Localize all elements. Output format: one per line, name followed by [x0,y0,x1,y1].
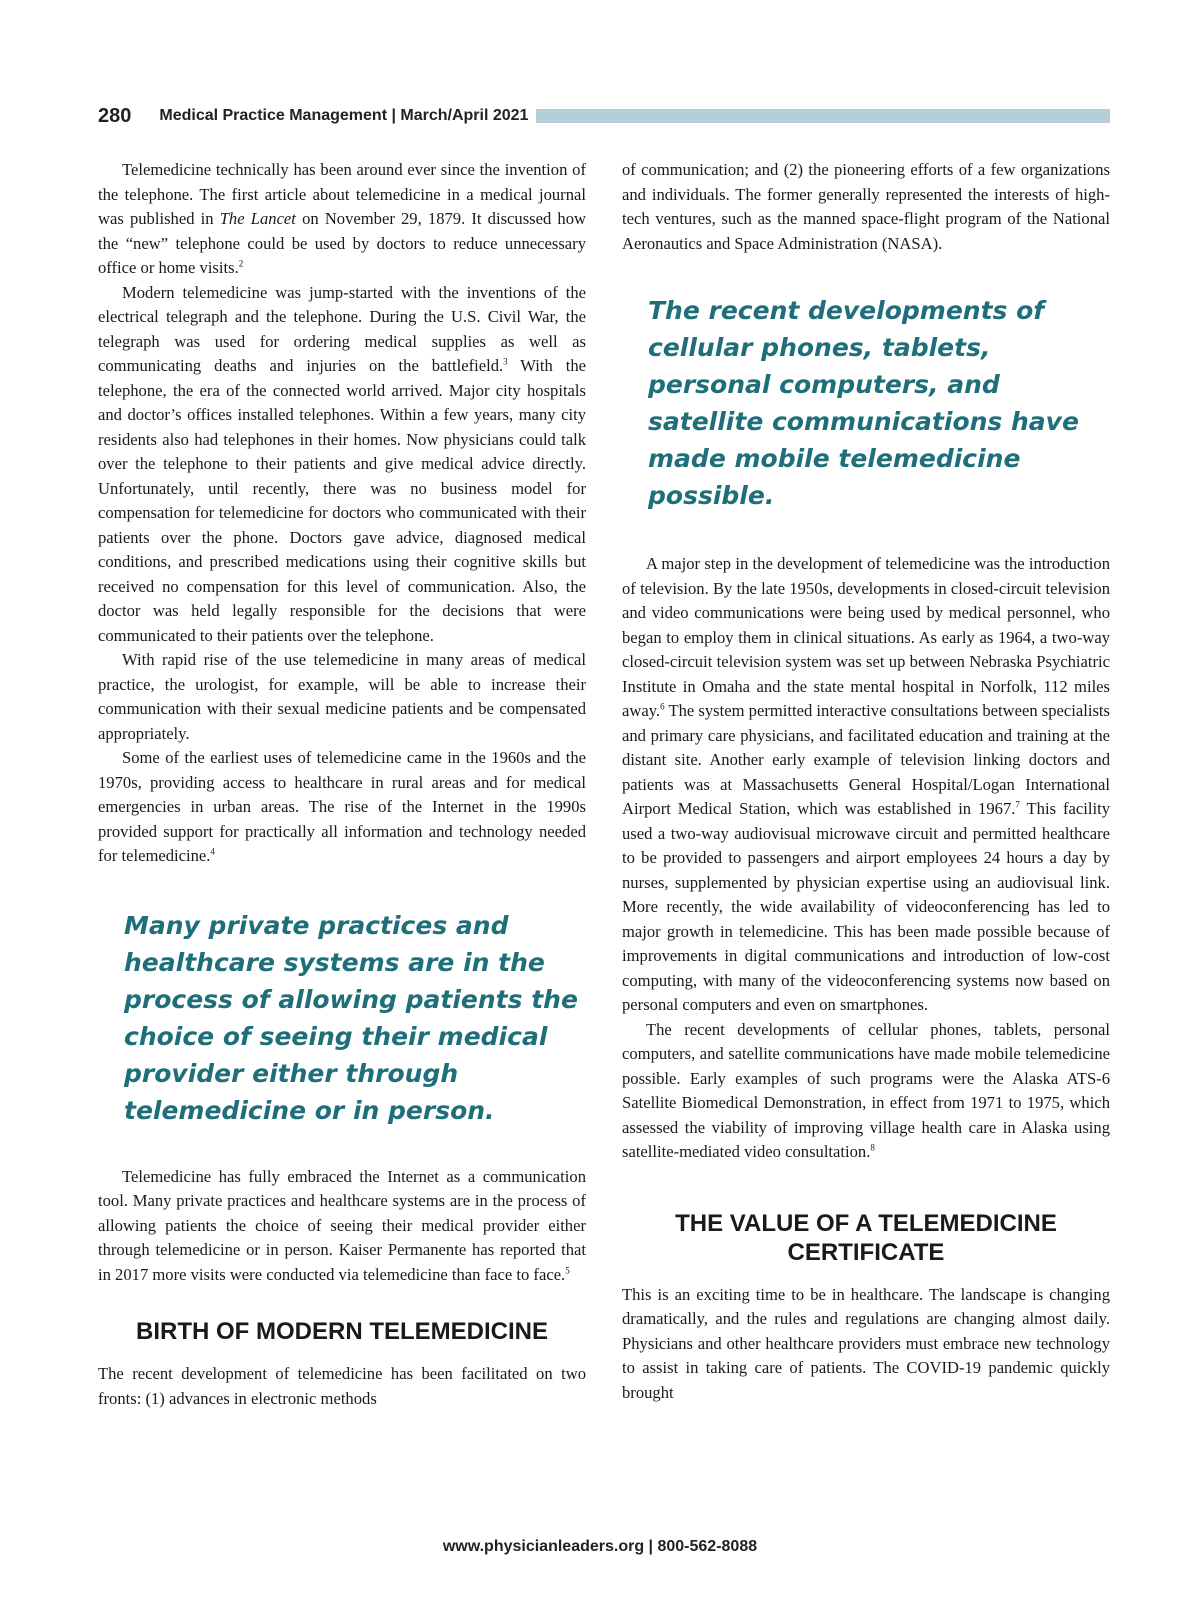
page-header [98,98,1110,134]
header-decorative-bar [536,109,1110,123]
paragraph: Modern telemedicine was jump-started with the inventions of the electrical telegraph and the telephone. During the U.S. Civil War, the telegraph was used for ordering medical supplies as well as communicating deaths and injuries on the battlefield.$^3$ With the telephone, the era of the connected world arrived. Major city hospitals and doctor’s offices installed telephones. Within a few years, many city residents also had telephones in their homes. Now physicians could talk over the telephone to their patients and give medical advice directly. Unfortunately, until recently, there was no business model for compensation for telemedicine for doctors who communicated with their patients over the phone. Doctors gave advice, diagnosed medical conditions, and prescribed medications using their cognitive skills but received no compensation for this level of communication. Also, the doctor was held legally responsible for the decisions that were communicated to their patients over the telephone. [98,282,586,645]
paragraph: With rapid rise of the use telemedicine in many areas of medical practice, the urologist, for example, will be able to increase their communication with their sexual medicine patients and be compensated appropriately. [98,650,586,743]
left-column [98,158,586,1411]
paragraph: The recent development of telemedicine has been facilitated on two fronts: (1) advances in electronic methods [98,1364,586,1408]
journal-title: Medical Practice Management | March/April 2021 [159,107,529,124]
paragraph: The recent developments of cellular phones, tablets, personal computers, and satellite communications have made mobile telemedicine possible. Early examples of such programs were the Alaska ATS-6 Satellite Biomedical Demonstration, in effect from 1971 to 1975, which assessed the viability of improving village health care in Alaska using satellite-mediated video consultation.$^8$ [622,1019,1110,1161]
paragraph: Telemedicine technically has been around ever since the invention of the telephone. The first article about telemedicine in a medical journal was published in The Lancet on November 29, 1879. It discussed how the “new” telephone could be used by doctors to reduce unnecessary office or home visits.$^2$ [98,160,587,277]
paragraph: Some of the earliest uses of telemedicine came in the 1960s and the 1970s, providing access to healthcare in rural areas and for medical emergencies in urban areas. The rise of the Internet in the 1990s provided support for practically all information and technology needed for telemedicine.$^4$ [98,748,586,865]
section-heading: BIRTH OF MODERN TELEMEDICINE [136,1318,548,1345]
paragraph: This is an exciting time to be in healthcare. The landscape is changing dramatically, and the rules and regulations are changing almost daily. Physicians and other healthcare providers must embrace new technology to assist in taking care of patients. The COVID-19 pandemic quickly brought [622,1284,1110,1402]
pull-quote: Many private practices and healthcare systems are in the process of allowing patients the choice of seeing their medical provider either through telemedicine or in person. [124,910,578,1125]
paragraph: Telemedicine has fully embraced the Internet as a communication tool. Many private practices and healthcare systems are in the process of allowing patients the choice of seeing their medical provider either through telemedicine or in person. Kaiser Permanente has reported that in 2017 more visits were conducted via telemedicine than face to face.$^5$ [98,1166,586,1284]
pull-quote: The recent developments of cellular phones, tablets, personal computers, and satellite communications have made mobile telemedicine possible. [648,296,1079,510]
paragraph: of communication; and (2) the pioneering efforts of a few organizations and individuals. The former generally represented the interests of high-tech ventures, such as the manned space-flight program of the National Aeronautics and Space Administration (NASA). [622,160,1110,253]
page-footer: www.physicianleaders.org | 800-562-8088 [442,1538,758,1555]
section-heading: THE VALUE OF A TELEMEDICINE CERTIFICATE [675,1209,1057,1266]
page-number: 280 [98,104,132,127]
right-column [622,158,1110,1405]
paragraph: A major step in the development of telemedicine was the introduction of television. By the late 1950s, developments in closed-circuit television and video communications were being used by medical personnel, who began to employ them in clinical situations. As early as 1964, a two-way closed-circuit television system was set up between Nebraska Psychiatric Institute in Omaha and the state mental hospital in Norfolk, 112 miles away.$^6$ The system permitted interactive consultations between specialists and primary care physicians, and facilitated education and training at the distant site. Another early example of television linking doctors and patients was at Massachusetts General Hospital/Logan International Airport Medical Station, which was established in 1967.$^7$ This facility used a two-way audiovisual microwave circuit and permitted healthcare to be provided to passengers and airport employees 24 hours a day by nurses, supplemented by physician expertise using an audiovisual link. More recently, the wide availability of videoconferencing has led to major growth in telemedicine. This has been made possible because of improvements in digital communications and introduction of low-cost computing, with many of the videoconferencing systems now based on personal computers and even on smartphones. [622,554,1110,1014]
